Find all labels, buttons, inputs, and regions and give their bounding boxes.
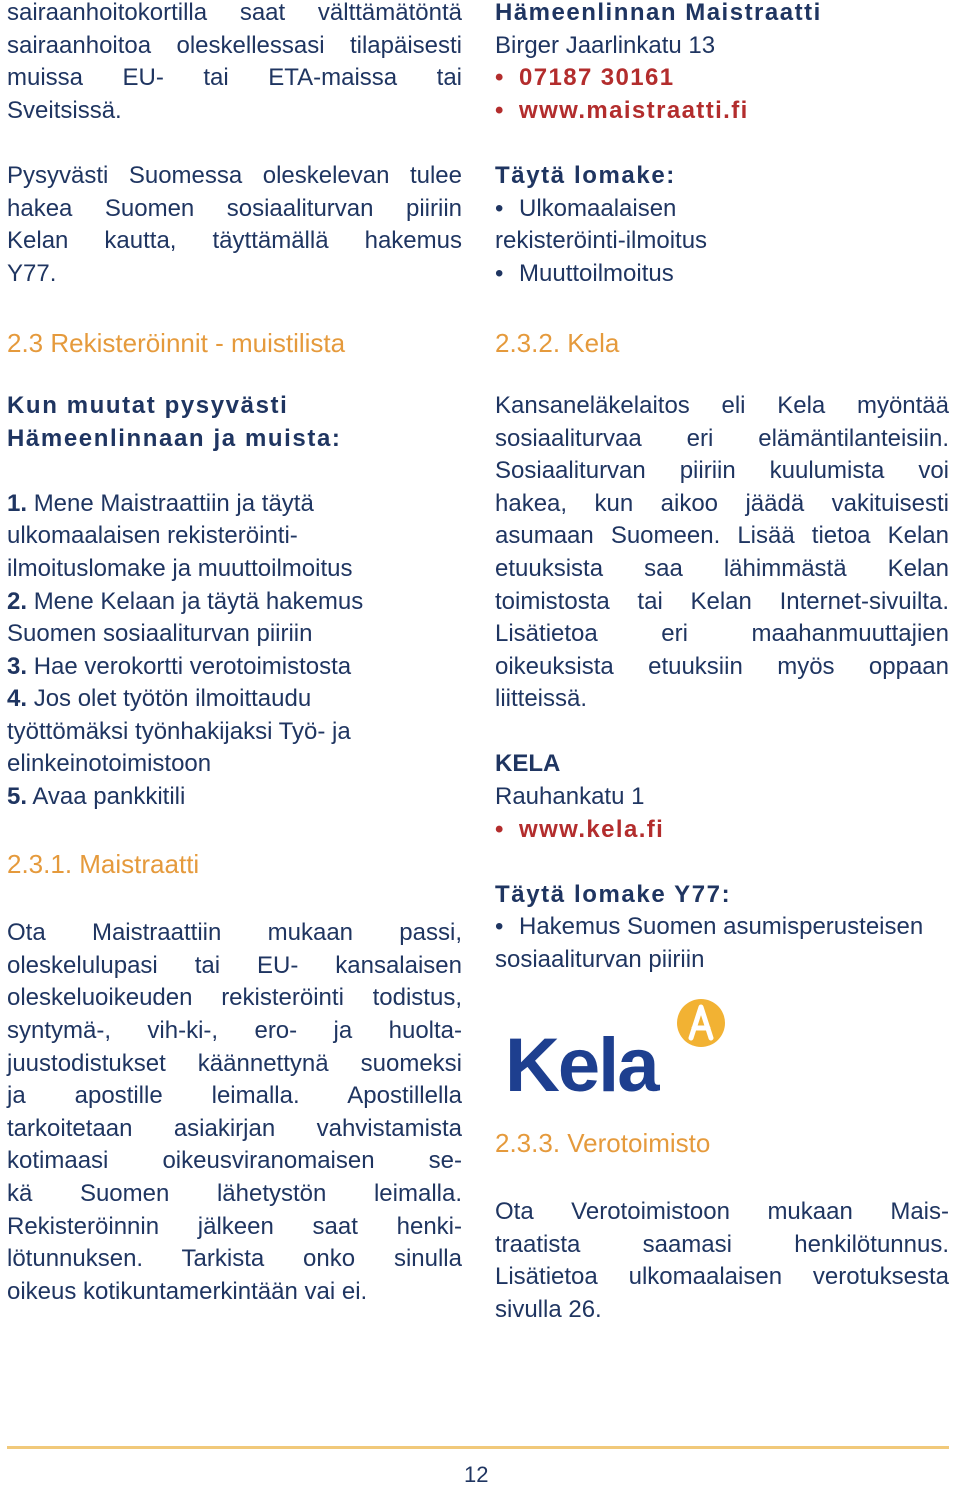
form-item-text: Ulkomaalaisen (519, 194, 677, 222)
kela-logo-text: Kela (505, 1022, 658, 1108)
paragraph-line: sosiaaliturvaa eri elämäntilanteisiin. (495, 424, 949, 452)
checklist-text: ulkomaalaisen rekisteröinti- (7, 522, 298, 550)
kela-paragraph (495, 390, 949, 716)
paragraph-line: traatista saamasi henkilötunnus. (495, 1230, 949, 1258)
kela-link[interactable]: www.kela.fi (519, 815, 665, 843)
paragraph-line: syntymä-, vih-ki-, ero- ja huolta- (7, 1017, 462, 1045)
checklist-item (7, 781, 462, 814)
bullet-icon: • (495, 815, 505, 843)
checklist-text: elinkeinotoimistoon (7, 750, 212, 778)
paragraph-line: sivulla 26. (495, 1296, 602, 1323)
paragraph-line: Kansaneläkelaitos eli Kela myöntää (495, 391, 949, 419)
checklist-item (7, 586, 462, 619)
left-column (7, 0, 462, 1308)
paragraph-line: Sosiaaliturvan piiriin kuulumista voi (495, 457, 949, 485)
section-heading-2-3: 2.3 Rekisteröinnit - muistilista (7, 328, 346, 359)
bullet-icon: • (495, 64, 505, 92)
checklist-number: 5. (7, 783, 28, 811)
right-column (495, 0, 949, 1327)
paragraph-line: oikeuksista etuuksiin myös oppaan (495, 652, 949, 680)
checklist-number: 4. (7, 685, 28, 713)
y77-item-text: Hakemus Suomen asumisperusteisen (519, 913, 924, 941)
office-address: Birger Jaarlinkatu 13 (495, 31, 716, 59)
phone-number: 07187 30161 (519, 64, 675, 92)
paragraph-line: kä Suomen lähetystön leimalla. (7, 1180, 462, 1207)
y77-item (495, 911, 949, 944)
bullet-icon: • (495, 913, 504, 941)
paragraph-line: tarkoitetaan asiakirjan vahvistamista (7, 1114, 462, 1142)
paragraph-line: toimistosta tai Kelan Internet-sivuilta. (495, 587, 949, 615)
paragraph-line: lötunnuksen. Tarkista onko sinulla (7, 1245, 462, 1273)
paragraph-line: kotimaasi oikeusviranomaisen se- (7, 1147, 462, 1175)
office-web (495, 95, 949, 128)
paragraph-line: hakea, kun aikoo jäädä vakituisesti (495, 489, 949, 517)
paragraph-line: Ota Maistraattiin mukaan passi, (7, 919, 462, 947)
checklist-text: ilmoituslomake ja muuttoilmoitus (7, 554, 353, 582)
checklist-text: Suomen sosiaaliturvan piiriin (7, 620, 313, 648)
maistraatti-paragraph (7, 917, 462, 1308)
checklist-number: 1. (7, 489, 28, 517)
section-heading-2-3-1: 2.3.1. Maistraatti (7, 848, 200, 879)
bullet-icon: • (495, 96, 505, 124)
checklist-text: Mene Maistraattiin ja täytä (33, 489, 314, 517)
fill-form-heading: Täytä lomake: (495, 161, 676, 189)
office-phone (495, 62, 949, 95)
intro-line: sairaanhoitoa oleskellessasi tilapäisesti (7, 31, 462, 59)
checklist-heading: Kun muutat pysyvästi (7, 391, 289, 419)
paragraph-line: etuuksista saa lähimmästä Kelan (495, 554, 949, 582)
permanent-line: Pysyvästi Suomessa oleskelevan tulee (7, 161, 462, 189)
bullet-icon: • (495, 259, 504, 287)
checklist-text: Hae verokortti verotoimistosta (33, 652, 352, 680)
kela-web (495, 814, 949, 847)
form-item-text: rekisteröinti-ilmoitus (495, 227, 708, 255)
form-item (495, 193, 949, 226)
paragraph-line: oikeus kotikuntamerkintään vai ei. (7, 1277, 368, 1305)
vero-paragraph (495, 1196, 949, 1326)
permanent-line: Y77. (7, 259, 57, 287)
paragraph-line: oleskeluoikeuden rekisteröinti todistus, (7, 984, 462, 1012)
permanent-line: hakea Suomen sosiaaliturvan piiriin (7, 194, 462, 222)
section-heading-2-3-3: 2.3.3. Verotoimisto (495, 1127, 711, 1158)
checklist (7, 488, 462, 814)
section-heading-2-3-2: 2.3.2. Kela (495, 328, 620, 359)
kela-name: KELA (495, 750, 561, 778)
checklist-number: 3. (7, 652, 28, 680)
kela-address: Rauhankatu 1 (495, 783, 645, 811)
kela-logo (495, 993, 743, 1109)
intro-line: sairaanhoitokortilla saat välttämätöntä (7, 0, 462, 26)
paragraph-line: oleskelulupasi tai EU- kansalaisen (7, 951, 462, 979)
checklist-item (7, 651, 462, 684)
form-item (495, 258, 949, 291)
footer-rule (7, 1446, 949, 1449)
paragraph-line: juustodistukset käännettynä suomeksi (7, 1049, 462, 1077)
bullet-icon: • (495, 194, 504, 222)
checklist-text: työttömäksi työnhakijaksi Työ- ja (7, 717, 351, 745)
paragraph-line: Lisätietoa ulkomaalaisen verotuksesta (495, 1263, 949, 1291)
checklist-text: Mene Kelaan ja täytä hakemus (33, 587, 364, 615)
y77-item-text: sosiaaliturvan piiriin (495, 946, 705, 974)
checklist-heading: Hämeenlinnaan ja muista: (7, 424, 342, 452)
permanent-line: Kelan kautta, täyttämällä hakemus (7, 227, 462, 255)
paragraph-line: Ota Verotoimistoon mukaan Mais- (495, 1198, 949, 1226)
checklist-item (7, 683, 462, 716)
intro-line: Sveitsissä. (7, 96, 122, 124)
checklist-item (7, 488, 462, 521)
checklist-text: Avaa pankkitili (32, 783, 186, 811)
checklist-number: 2. (7, 587, 28, 615)
paragraph-line: ja apostille leimalla. Apostillella (7, 1082, 462, 1110)
paragraph-line: Rekisteröinnin jälkeen saat henki- (7, 1212, 462, 1240)
form-item-text: Muuttoilmoitus (519, 259, 674, 287)
paragraph-line: liitteissä. (495, 685, 588, 713)
intro-line: muissa EU- tai ETA-maissa tai (7, 64, 462, 92)
office-name: Hämeenlinnan Maistraatti (495, 0, 822, 26)
checklist-text: Jos olet työtön ilmoittaudu (33, 685, 312, 713)
paragraph-line: asumaan Suomeen. Lisää tietoa Kelan (495, 522, 949, 550)
paragraph-line: Lisätietoa eri maahanmuuttajien (495, 620, 949, 648)
page-number: 12 (464, 1462, 489, 1485)
fill-form-y77-heading: Täytä lomake Y77: (495, 880, 732, 908)
maistraatti-link[interactable]: www.maistraatti.fi (519, 96, 749, 124)
